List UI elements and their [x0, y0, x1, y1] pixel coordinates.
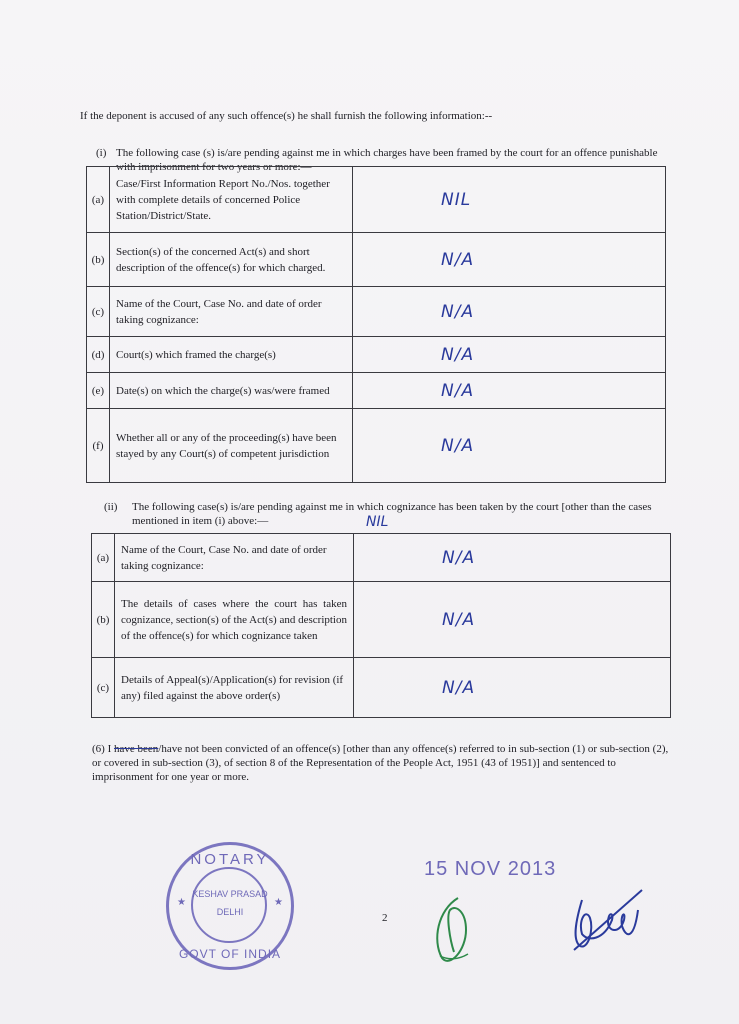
cognizance-table — [91, 533, 671, 718]
row-description: Section(s) of the concerned Act(s) and short description of the offence(s) for which charged. — [110, 233, 353, 287]
row-description: Name of the Court, Case No. and date of order taking cognizance: — [110, 287, 353, 337]
stamp-name: KESHAV PRASAD — [192, 889, 268, 899]
row-description: Name of the Court, Case No. and date of order taking cognizance: — [115, 534, 354, 582]
table-row — [87, 167, 666, 233]
row-description: The details of cases where the court has taken cognizance, section(s) of the Act(s) and description of the offence(s) for which cognizance taken — [115, 582, 354, 658]
row-label: (a) — [92, 534, 115, 582]
table-row — [87, 337, 666, 373]
star-icon: ★ — [274, 897, 283, 908]
item-ii-number: (ii) — [104, 501, 118, 513]
row-description: Details of Appeal(s)/Application(s) for revision (if any) filed against the above order(s) — [115, 658, 354, 718]
row-answer-cell — [354, 658, 671, 718]
table-row — [87, 373, 666, 409]
handwritten-answer: N/A — [441, 435, 475, 456]
row-answer-cell — [353, 337, 666, 373]
star-icon: ★ — [177, 897, 186, 908]
notary-stamp — [166, 842, 294, 970]
stamp-top-text: NOTARY — [190, 851, 270, 868]
handwritten-answer: N/A — [441, 249, 475, 270]
row-label: (f) — [87, 409, 110, 483]
row-answer-cell — [353, 409, 666, 483]
row-answer-cell — [354, 534, 671, 582]
item-i-text: The following case (s) is/are pending against me in which charges have been framed by the court for an offence punishable with imprisonment for two years or more:— — [116, 147, 658, 173]
stamp-city: DELHI — [216, 907, 244, 917]
charges-table — [86, 166, 666, 483]
handwritten-answer: N/A — [442, 609, 476, 630]
handwritten-answer: NIL — [441, 189, 472, 210]
row-answer-cell — [353, 167, 666, 233]
row-answer-cell — [353, 373, 666, 409]
intro-text: If the deponent is accused of any such offence(s) he shall furnish the following information:-- — [80, 110, 493, 122]
row-label: (e) — [87, 373, 110, 409]
row-label: (b) — [87, 233, 110, 287]
row-answer-cell — [354, 582, 671, 658]
handwritten-answer: N/A — [441, 344, 475, 365]
row-label: (d) — [87, 337, 110, 373]
paragraph-6 — [92, 742, 672, 784]
handwritten-answer: N/A — [441, 301, 475, 322]
row-label: (c) — [92, 658, 115, 718]
table-row — [87, 409, 666, 483]
row-description: Court(s) which framed the charge(s) — [110, 337, 353, 373]
row-description: Whether all or any of the proceeding(s) have been stayed by any Court(s) of competent jurisdiction — [110, 409, 353, 483]
table-row — [92, 534, 671, 582]
row-label: (b) — [92, 582, 115, 658]
item-i-number: (i) — [96, 147, 107, 159]
handwritten-nil-note: NIL — [366, 514, 389, 530]
table-row — [87, 287, 666, 337]
handwritten-answer: N/A — [442, 547, 476, 568]
table-row — [92, 582, 671, 658]
date-stamp: 15 NOV 2013 — [424, 858, 557, 880]
row-label: (c) — [87, 287, 110, 337]
row-description: Date(s) on which the charge(s) was/were framed — [110, 373, 353, 409]
paragraph-6-text: /have not been convicted of an offence(s) [other than any offence(s) referred to in sub-section (1) or sub-section (2), or covered in sub-section (3), of section 8 of the Representation of the People Act, 1951 (43 of 1951)] and sentenced to imprisonment for one year or more. — [92, 743, 669, 783]
handwritten-answer: N/A — [441, 380, 475, 401]
row-answer-cell — [353, 233, 666, 287]
stamp-bottom-text: GOVT OF INDIA — [178, 947, 282, 961]
table-row — [87, 233, 666, 287]
row-label: (a) — [87, 167, 110, 233]
paragraph-6-prefix: (6) I — [92, 743, 114, 755]
green-signature — [428, 890, 478, 970]
page-number: 2 — [382, 912, 388, 924]
row-description: Case/First Information Report No./Nos. together with complete details of concerned Police Station/District/State. — [110, 167, 353, 233]
row-answer-cell — [353, 287, 666, 337]
blue-signature — [568, 880, 648, 960]
table-row — [92, 658, 671, 718]
stamp-inner-ring — [191, 867, 267, 943]
item-ii-text: The following case(s) is/are pending against me in which cognizance has been taken by the court [other than the cases mentioned in item (i) above:— — [132, 501, 652, 527]
struck-text: have been — [114, 743, 159, 755]
handwritten-answer: N/A — [442, 677, 476, 698]
